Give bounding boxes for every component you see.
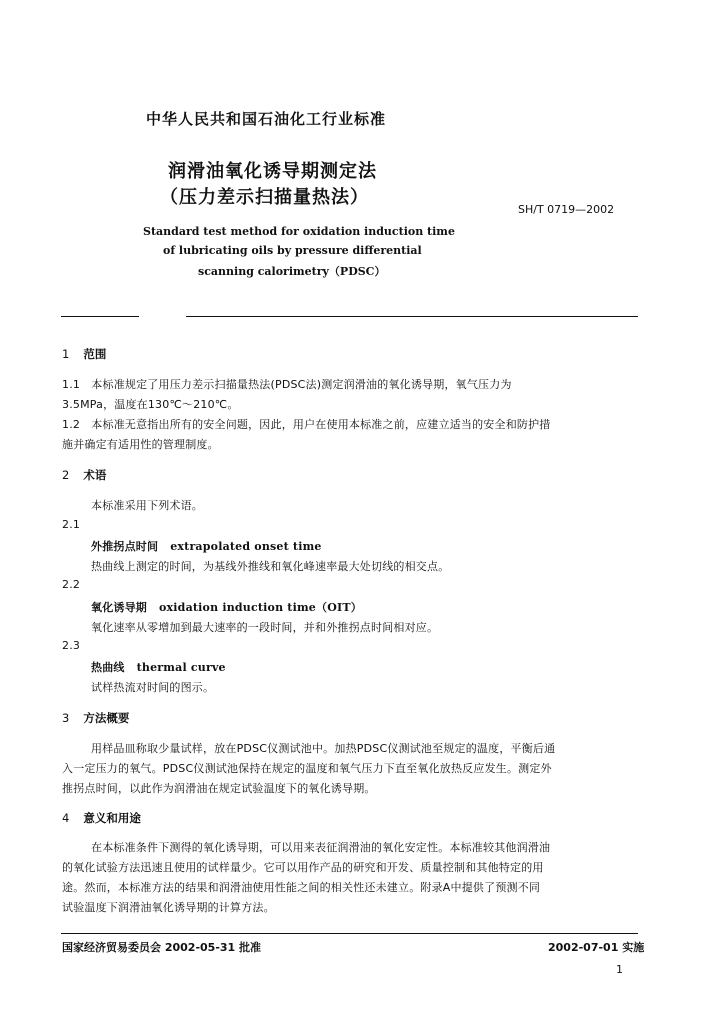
section-number: 1 (62, 347, 70, 361)
method-summary-line2: 入一定压力的氧气。PDSC仪测试池保持在规定的温度和氧气压力下直至氧化放热反应发生。测定外 (62, 762, 552, 775)
section-number: 2 (62, 468, 70, 482)
clause-2-2-number: 2.2 (62, 578, 81, 591)
method-summary-line3: 推拐点时间，以此作为润滑油在规定试验温度下的氧化诱导期。 (62, 782, 376, 795)
section-3-heading (62, 710, 129, 726)
section-number: 3 (62, 711, 70, 725)
section-2-heading (62, 467, 106, 483)
term-zh: 氧化诱导期 (91, 601, 147, 614)
term-2-1 (91, 538, 322, 554)
standard-number: SH/T 0719—2002 (518, 203, 615, 216)
page-number: 1 (616, 963, 623, 976)
clause-1-2-line2: 施并确定有适用性的管理制度。 (62, 438, 219, 451)
clause-1-1-line1: 1.1 本标准规定了用压力差示扫描量热法(PDSC法)测定润滑油的氧化诱导期，氧气压力为 (62, 378, 512, 391)
section-4-heading (62, 810, 141, 826)
term-2-3-definition: 试样热流对时间的图示。 (91, 681, 215, 694)
clause-2-3-number: 2.3 (62, 639, 81, 652)
english-title-line2: of lubricating oils by pressure differential (163, 244, 422, 257)
term-zh: 外推拐点时间 (91, 540, 159, 553)
effective-date: 2002-07-01 实施 (548, 941, 645, 954)
english-title-line1: Standard test method for oxidation induction time (143, 225, 455, 238)
footer-divider (61, 933, 638, 934)
clause-1-2-line1: 1.2 本标准无意指出所有的安全问题，因此，用户在使用本标准之前，应建立适当的安全和防护措 (62, 418, 551, 431)
english-title-line3: scanning calorimetry（PDSC） (198, 265, 386, 278)
term-2-3 (91, 659, 226, 675)
term-en: thermal curve (136, 661, 226, 674)
section-title: 意义和用途 (83, 811, 141, 825)
section-title: 方法概要 (83, 711, 130, 725)
significance-line4: 试验温度下润滑油氧化诱导期的计算方法。 (62, 901, 275, 914)
section-number: 4 (62, 811, 70, 825)
issuing-authority: 中华人民共和国石油化工行业标准 (146, 110, 387, 128)
term-2-1-definition: 热曲线上测定的时间，为基线外推线和氧化峰速率最大处切线的相交点。 (91, 560, 450, 573)
header-divider-left (61, 316, 139, 317)
header-divider-right (186, 316, 638, 317)
significance-line3: 途。然而，本标准方法的结果和润滑油使用性能之间的相关性还未建立。附录A中提供了预测不同 (62, 881, 541, 894)
term-2-2-definition: 氧化速率从零增加到最大速率的一段时间，并和外推拐点时间相对应。 (91, 621, 439, 634)
section-title: 范围 (83, 347, 107, 361)
term-zh: 热曲线 (91, 661, 125, 674)
method-summary-line1: 用样品皿称取少量试样，放在PDSC仪测试池中。加热PDSC仪测试池至规定的温度，平衡后通 (91, 742, 556, 755)
significance-line1: 在本标准条件下测得的氧化诱导期，可以用来表征润滑油的氧化安定性。本标准较其他润滑油 (91, 841, 551, 854)
document-title-line1: 润滑油氧化诱导期测定法 (168, 161, 377, 182)
document-title-line2: （压力差示扫描量热法） (160, 187, 369, 208)
section-1-heading (62, 346, 106, 362)
clause-1-1-line2: 3.5MPa，温度在130℃～210℃。 (62, 398, 239, 411)
term-en: extrapolated onset time (170, 540, 322, 553)
term-en: oxidation induction time（OIT） (159, 601, 362, 614)
terms-intro: 本标准采用下列术语。 (91, 499, 203, 512)
clause-2-1-number: 2.1 (62, 518, 81, 531)
section-title: 术语 (83, 468, 107, 482)
approval-date: 国家经济贸易委员会 2002-05-31 批准 (62, 941, 262, 954)
term-2-2 (91, 599, 362, 615)
significance-line2: 的氧化试验方法迅速且使用的试样量少。它可以用作产品的研究和开发、质量控制和其他特定的用 (62, 861, 544, 874)
